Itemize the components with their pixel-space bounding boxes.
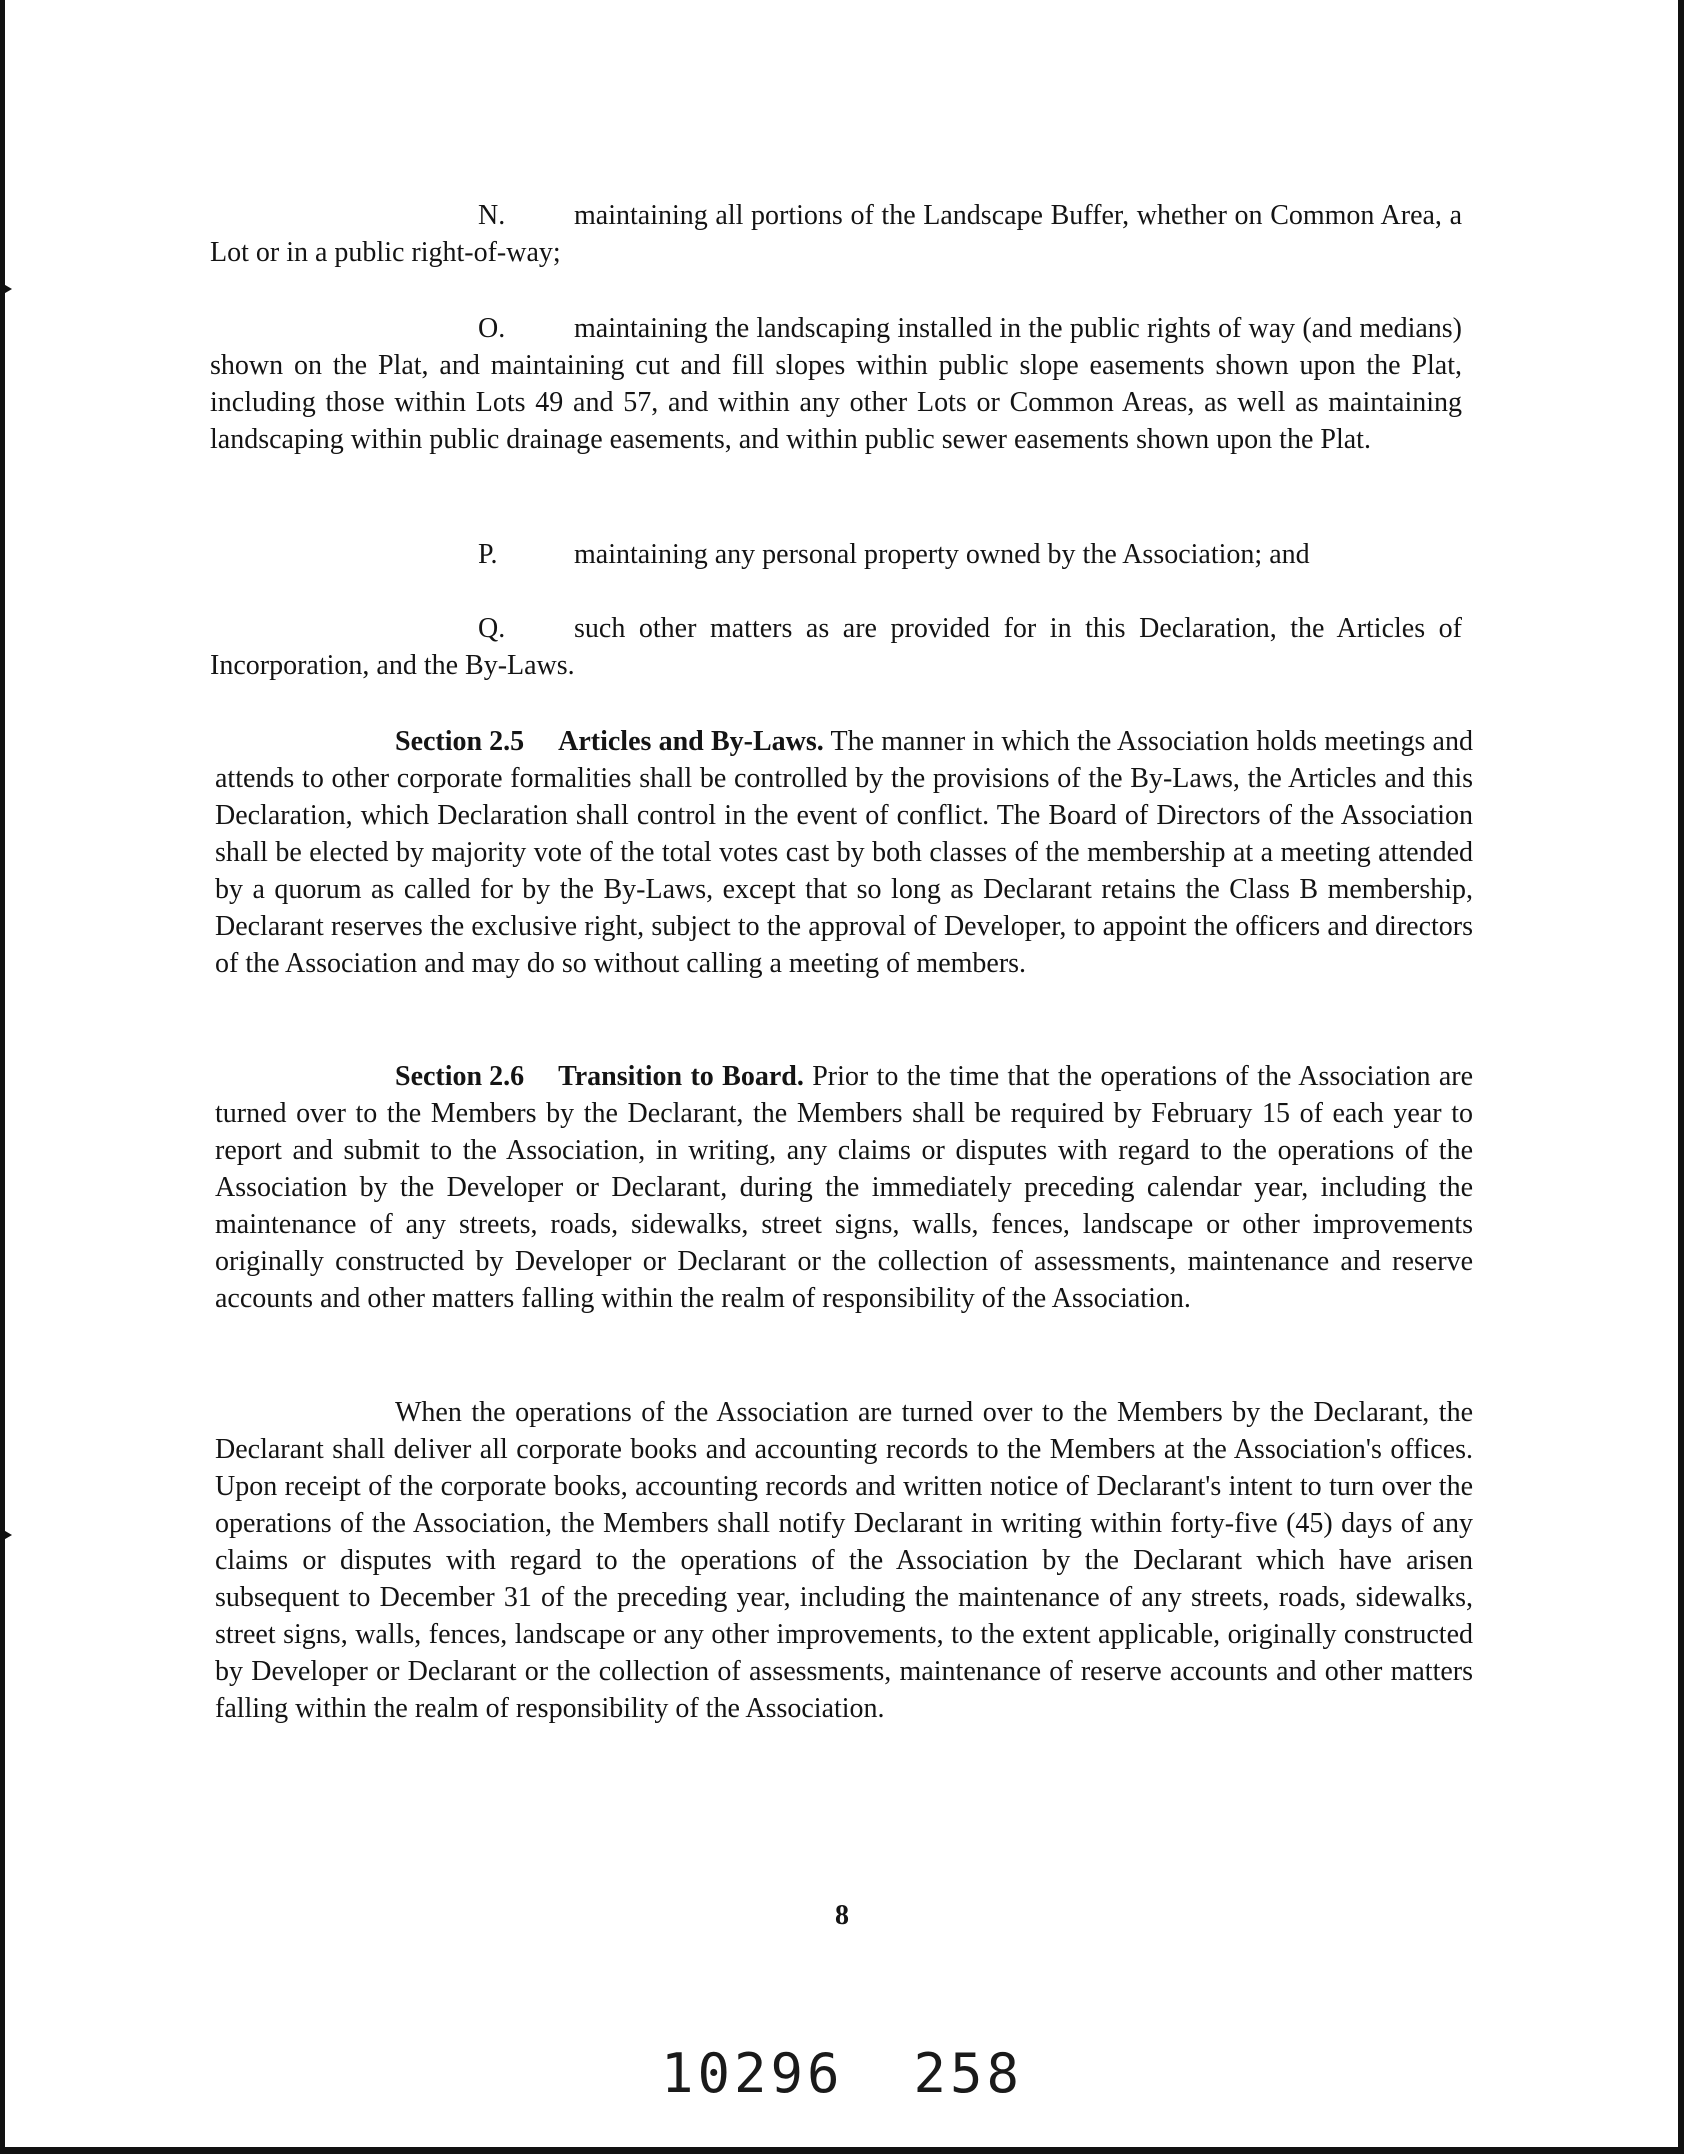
list-item-n	[210, 197, 1462, 271]
section-2-6-continuation	[215, 1394, 1473, 1727]
list-item-letter: P.	[478, 539, 498, 570]
list-item-text: maintaining any personal property owned by the Association; and	[574, 539, 1310, 570]
scan-edge-mark	[0, 282, 12, 296]
stamp-left-number: 10296	[660, 2042, 844, 2105]
list-item-o	[210, 310, 1462, 458]
section-title: Articles and By-Laws.	[558, 726, 824, 757]
list-item-text: such other matters as are provided for in this Declaration, the Articles of Incorporation, and the By-Laws.	[210, 613, 1462, 681]
list-item-letter: O.	[478, 313, 506, 344]
list-item-letter: Q.	[478, 613, 506, 644]
scan-border-bottom	[0, 2147, 1684, 2154]
scan-edge-mark	[0, 1528, 12, 1542]
section-2-6	[215, 1058, 1473, 1317]
scan-border-right	[1678, 0, 1684, 2154]
list-item-text: maintaining all portions of the Landscape Buffer, whether on Common Area, a Lot or in a public right-of-way;	[210, 200, 1462, 268]
stamp-right-number: 258	[913, 2042, 1024, 2105]
section-2-5	[215, 723, 1473, 982]
section-body: Prior to the time that the operations of the Association are turned over to the Members by the Declarant, the Members shall be required by February 15 of each year to report and submit to the Association, in writing, any claims or disputes with regard to the operations of the Association by the Developer or Declarant, during the immediately preceding calendar year, including the maintenance of any streets, roads, sidewalks, street signs, walls, fences, landscape or other improvements originally constructed by Developer or Declarant or the collection of assessments, maintenance and reserve accounts and other matters falling within the realm of responsibility of the Association.	[215, 1061, 1474, 1314]
list-item-text: maintaining the landscaping installed in the public rights of way (and medians) shown on the Plat, and maintaining cut and fill slopes within public slope easements shown upon the Plat, including those within Lots 49 and 57, and within any other Lots or Common Areas, as well as maintaining landscaping within public drainage easements, and within public sewer easements shown upon the Plat.	[210, 313, 1462, 455]
section-number: Section 2.5	[395, 726, 525, 757]
scan-border-left	[0, 0, 5, 2154]
section-title: Transition to Board.	[558, 1061, 804, 1092]
list-item-letter: N.	[478, 200, 506, 231]
section-number: Section 2.6	[395, 1061, 525, 1092]
section-body: The manner in which the Association holds meetings and attends to other corporate formalities shall be controlled by the provisions of the By-Laws, the Articles and this Declaration, which Declaration shall control in the event of conflict. The Board of Directors of the Association shall be elected by majority vote of the total votes cast by both classes of the membership at a meeting attended by a quorum as called for by the By-Laws, except that so long as Declarant retains the Class B membership, Declarant reserves the exclusive right, subject to the approval of Developer, to appoint the officers and directors of the Association and may do so without calling a meeting of members.	[215, 726, 1473, 979]
list-item-q	[210, 610, 1462, 684]
document-stamp	[0, 2042, 1684, 2105]
page-number: 8	[835, 1900, 849, 1931]
list-item-p	[210, 536, 1462, 573]
paragraph-body: When the operations of the Association are turned over to the Members by the Declarant, the Declarant shall deliver all corporate books and accounting records to the Members at the Association's offices. Upon receipt of the corporate books, accounting records and written notice of Declarant's intent to turn over the operations of the Association, the Members shall notify Declarant in writing within forty-five (45) days of any claims or disputes with regard to the operations of the Association by the Declarant which have arisen subsequent to December 31 of the preceding year, including the maintenance of any streets, roads, sidewalks, street signs, walls, fences, landscape or any other improvements, to the extent applicable, originally constructed by Developer or Declarant or the collection of assessments, maintenance of reserve accounts and other matters falling within the realm of responsibility of the Association.	[215, 1397, 1473, 1724]
